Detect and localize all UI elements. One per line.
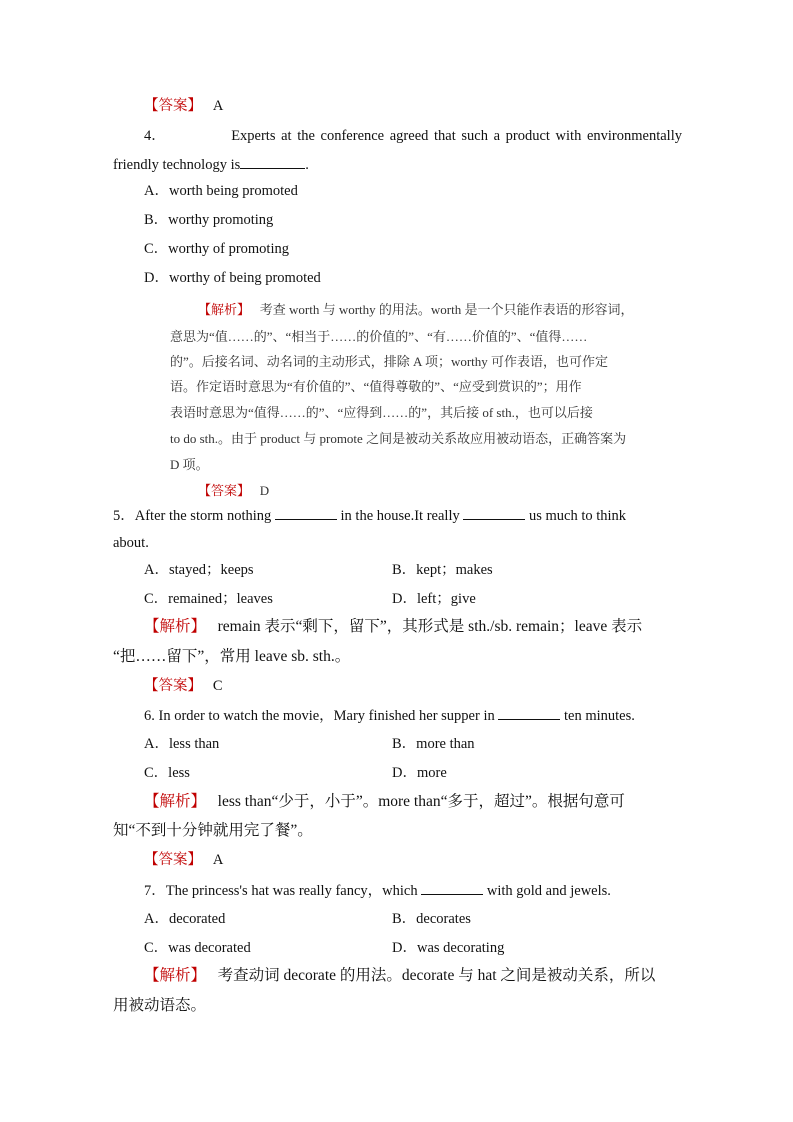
q7-analysis-line2: 用被动语态。	[113, 997, 207, 1014]
analysis-label: 【解析】	[144, 793, 207, 810]
q7-stem-part2: with gold and jewels.	[486, 883, 611, 899]
q6-option-a: A．less than	[144, 736, 220, 752]
answer-label: 【答案】	[144, 852, 202, 868]
q4-analysis-line1	[198, 300, 634, 320]
q5-option-b: B．kept；makes	[392, 562, 493, 578]
q5-stem-line1	[113, 505, 626, 526]
q6-stem	[144, 705, 635, 726]
q5-stem-part2: in the house.It really	[340, 508, 460, 524]
q5-option-d: D．left；give	[392, 591, 476, 607]
q6-option-c: C．less	[144, 765, 190, 781]
q4-answer: D	[259, 483, 270, 498]
q4-stem-line1	[144, 126, 682, 146]
analysis-label: 【解析】	[198, 302, 251, 317]
q6-blank	[498, 705, 560, 720]
q4-stem-line1-text: Experts at the conference agreed that such a product with environmentally	[231, 128, 682, 144]
q5-answer-line	[144, 676, 223, 696]
q6-analysis-text: less than“少于，小于”。more than“多于，超过”。根据句意可	[217, 793, 625, 810]
q5-analysis-line1	[144, 617, 642, 637]
q4-option-b: B．worthy promoting	[144, 212, 274, 228]
q7-option-a: A．decorated	[144, 911, 226, 927]
q7-option-c: C．was decorated	[144, 940, 251, 956]
q4-stem-line2-text: friendly technology is	[113, 157, 241, 173]
q5-analysis-line2: “把……留下”，常用 leave sb. sth.。	[113, 648, 351, 665]
q4-option-d: D．worthy of being promoted	[144, 270, 321, 286]
q3-answer-line	[144, 96, 223, 116]
q7-stem	[144, 880, 611, 901]
q5-stem-line2: about.	[113, 535, 149, 551]
q5-option-c: C．remained；leaves	[144, 591, 273, 607]
q5-blank1	[275, 505, 337, 520]
q6-option-d: D．more	[392, 765, 447, 781]
q4-answer-line	[198, 481, 269, 501]
q4-analysis-line4: 语。作定语时意思为“有价值的”、“值得尊敬的”、“应受到赏识的”；用作	[170, 379, 582, 394]
q5-answer: C	[212, 678, 223, 694]
answer-label: 【答案】	[144, 98, 202, 114]
q6-stem-part2: ten minutes.	[563, 708, 635, 724]
q7-option-d: D．was decorating	[392, 940, 505, 956]
q5-analysis-text: remain 表示“剩下，留下”，其形式是 sth./sb. remain；leave 表示	[217, 618, 643, 635]
q5-stem-part1: 5．After the storm nothing	[113, 508, 272, 524]
q7-blank	[421, 880, 483, 895]
q4-number: 4．	[144, 128, 166, 144]
q5-blank2	[463, 505, 525, 520]
analysis-label: 【解析】	[144, 967, 207, 984]
analysis-label: 【解析】	[144, 618, 207, 635]
q5-option-a: A．stayed；keeps	[144, 562, 254, 578]
q4-analysis-line6: to do sth.。由于 product 与 promote 之间是被动关系故应用被动语态，正确答案为	[170, 431, 627, 446]
q6-analysis-line2: 知“不到十分钟就用完了餐”。	[113, 822, 313, 839]
q7-analysis-line1	[144, 966, 655, 986]
q5-stem-part3: us much to think	[528, 508, 627, 524]
q6-answer-line	[144, 850, 223, 870]
q7-analysis-text: 考查动词 decorate 的用法。decorate 与 hat 之间是被动关系，所以	[217, 967, 656, 984]
q6-option-b: B．more than	[392, 736, 475, 752]
q7-stem-part1: 7．The princess's hat was really fancy，which	[144, 883, 418, 899]
q4-analysis-text: 考查 worth 与 worthy 的用法。worth 是一个只能作表语的形容词，	[259, 302, 634, 317]
q6-analysis-line1	[144, 792, 625, 812]
answer-label: 【答案】	[198, 483, 251, 498]
q4-analysis-line2: 意思为“值……的”、“相当于……的价值的”、“有……价值的”、“值得……	[170, 329, 588, 344]
q6-answer: A	[212, 852, 224, 868]
q4-blank	[240, 154, 305, 169]
q3-answer: A	[212, 98, 224, 114]
q4-analysis-line3: 的”。后接名词、动名词的主动形式，排除 A 项；worthy 可作表语，也可作定	[170, 354, 609, 369]
q6-stem-part1: 6. In order to watch the movie，Mary finished her supper in	[144, 708, 495, 724]
q4-option-a: A．worth being promoted	[144, 183, 298, 199]
q4-option-c: C．worthy of promoting	[144, 241, 289, 257]
q7-option-b: B．decorates	[392, 911, 471, 927]
q4-analysis-line5: 表语时意思为“值得……的”、“应得到……的”，其后接 of sth.，也可以后接	[170, 405, 593, 420]
q4-stem-line2	[113, 154, 309, 175]
q4-analysis-line7: D 项。	[170, 457, 209, 472]
answer-label: 【答案】	[144, 678, 202, 694]
q4-stem-line2-end: .	[305, 157, 309, 173]
